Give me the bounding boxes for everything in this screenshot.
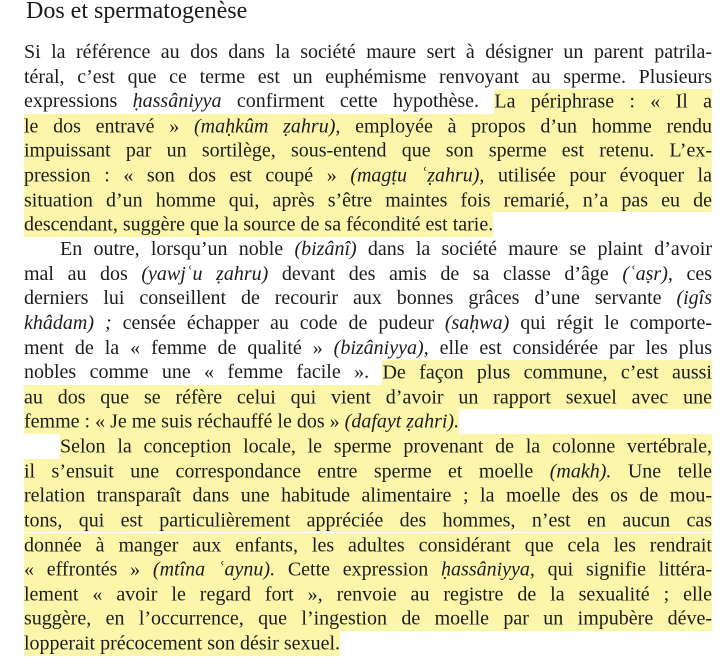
text-line bbox=[24, 65, 712, 90]
text-line bbox=[24, 139, 712, 164]
text-line bbox=[24, 385, 712, 410]
highlighted-text: pression : « son dos est coupé » bbox=[24, 164, 351, 187]
text-line bbox=[24, 434, 712, 459]
highlighted-text: relation transparaît dans une habitude alimentaire ; la moelle des os de mou- bbox=[24, 484, 712, 507]
highlighted-text: (dafayt ẓahri). bbox=[344, 410, 460, 433]
text-run: mal au dos bbox=[24, 262, 142, 285]
text-line bbox=[24, 89, 712, 114]
text-run: En outre, lorsqu’un noble bbox=[60, 238, 295, 261]
highlighted-text: tons, qui est particulièrement appréciée des hommes, n’est en aucun cas bbox=[24, 509, 712, 532]
italic-text: (yawjʿu ẓahru) bbox=[141, 262, 269, 285]
paragraph bbox=[24, 237, 712, 434]
text-line bbox=[24, 188, 712, 213]
text-line bbox=[24, 631, 712, 656]
text-line bbox=[24, 311, 712, 336]
text-line bbox=[24, 40, 712, 65]
highlighted-text: impuissant par un sortilège, sous-entend que son sperme est retenu. L’ex- bbox=[24, 139, 712, 162]
italic-text: (bizânî) bbox=[294, 238, 357, 261]
highlighted-text: Selon la conception locale, le sperme provenant de la colonne vertébrale, bbox=[60, 435, 712, 458]
text-line bbox=[24, 262, 712, 287]
text-line bbox=[24, 163, 712, 188]
italic-text: (ʿaṣr), bbox=[622, 262, 673, 285]
highlighted-text: qui signifie littéra- bbox=[534, 558, 712, 581]
text-line bbox=[24, 459, 712, 484]
text-run: téral, c’est que ce terme est un euphémisme renvoyant au sperme. Plusieurs bbox=[24, 65, 712, 88]
text-line bbox=[24, 336, 712, 361]
highlighted-text: Cette expression bbox=[275, 558, 442, 581]
paragraph bbox=[24, 40, 712, 237]
highlighted-text: femme : « Je me suis réchauffé le dos » bbox=[24, 410, 345, 433]
italic-text: (saḥwa) bbox=[444, 312, 510, 335]
highlighted-text: Une telle bbox=[611, 459, 713, 482]
text-run: ment de la « femme de qualité » bbox=[24, 336, 334, 359]
highlighted-text: De façon plus commune, c’est aussi bbox=[382, 361, 712, 384]
text-line bbox=[24, 360, 712, 385]
text-run: elle est considérée par les plus bbox=[428, 336, 712, 359]
highlighted-text: employée à propos d’un homme rendu bbox=[340, 114, 712, 137]
paragraph bbox=[24, 434, 712, 656]
highlighted-text: descendant, suggère que la source de sa fécondité est tarie. bbox=[24, 213, 494, 236]
text-run: derniers lui conseillent de recourir aux bonnes grâces d’une servante bbox=[24, 287, 677, 310]
highlighted-text: situation d’un homme qui, après s’être maintes fois remarié, n’a pas eu de bbox=[24, 188, 712, 211]
text-run: qui régit le comporte- bbox=[509, 312, 712, 335]
highlighted-text: il s’ensuit une correspondance entre sperme et moelle bbox=[24, 459, 550, 482]
text-run: confirment cette hypothèse. bbox=[221, 90, 495, 113]
text-run: nobles comme une « femme facile ». bbox=[24, 361, 383, 384]
text-run: dans la société maure se plaint d’avoir bbox=[356, 238, 712, 261]
highlighted-text: ḥassâniyya, bbox=[441, 558, 535, 581]
text-run: devant des amis de sa classe d’âge bbox=[268, 262, 623, 285]
text-line bbox=[24, 212, 712, 237]
highlighted-text: (makh). bbox=[549, 459, 612, 482]
text-run: expressions bbox=[24, 90, 133, 113]
text-line bbox=[24, 410, 712, 435]
highlighted-text: lement « avoir le regard fort », renvoie au registre de la sexualité ; elle bbox=[24, 583, 712, 606]
italic-text: ḥassâniyya bbox=[132, 90, 222, 113]
text-run: censée échapper au code de pudeur bbox=[111, 312, 445, 335]
italic-text: (igîs bbox=[676, 287, 712, 310]
section-title: Dos et spermatogenèse bbox=[26, 0, 248, 24]
highlighted-text: utilisée pour évoquer la bbox=[484, 164, 712, 187]
text-line bbox=[24, 237, 712, 262]
text-line bbox=[24, 508, 712, 533]
highlighted-text: suggère, en l’occurrence, que l’ingestion de moelle par un impubère déve- bbox=[24, 607, 712, 630]
text-run: Si la référence au dos dans la société maure sert à désigner un parent patrila- bbox=[24, 41, 712, 63]
highlighted-text: (mtîna ʿaynu). bbox=[152, 558, 276, 581]
text-line bbox=[24, 484, 712, 509]
highlighted-text: La périphrase : « Il a bbox=[494, 90, 712, 113]
italic-text: (bizâniyya), bbox=[333, 336, 429, 359]
text-line bbox=[24, 533, 712, 558]
highlighted-text: (magṭu ʿẓahru), bbox=[350, 164, 485, 187]
highlighted-text: « effrontés » bbox=[24, 558, 153, 581]
highlighted-text: lopperait précocement son désir sexuel. bbox=[24, 632, 340, 655]
text-line bbox=[24, 114, 712, 139]
text-line bbox=[24, 607, 712, 632]
highlighted-text: le dos entravé » bbox=[24, 114, 194, 137]
italic-text: khâdam) ; bbox=[24, 312, 112, 335]
text-line bbox=[24, 582, 712, 607]
highlighted-text: donnée à manger aux enfants, les adultes considérant que cela les rendrait bbox=[24, 533, 712, 556]
highlighted-text: au dos que se réfère celui qui vient d’avoir un rapport sexuel avec une bbox=[24, 385, 712, 408]
text-run: ces bbox=[672, 262, 712, 285]
text-line bbox=[24, 557, 712, 582]
body-text bbox=[24, 40, 712, 656]
text-line bbox=[24, 286, 712, 311]
highlighted-text: (maḥkûm ẓahru), bbox=[193, 114, 341, 137]
